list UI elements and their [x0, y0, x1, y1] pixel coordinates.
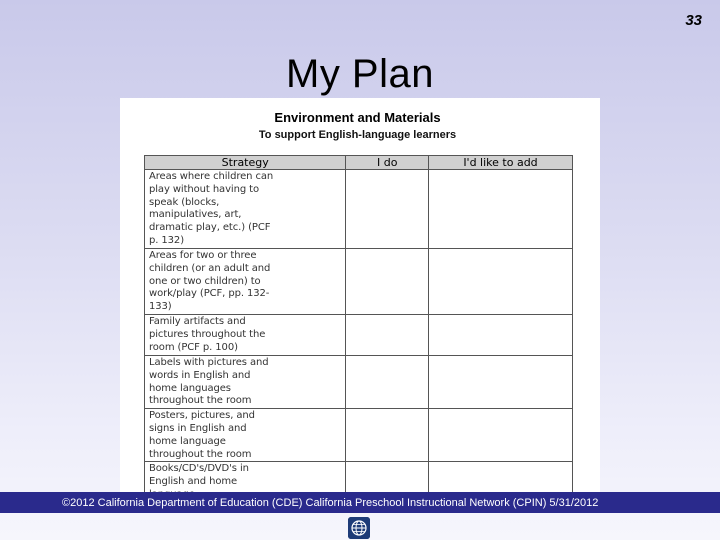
strategy-cell: Labels with pictures and words in English and home languages throughout the room — [145, 355, 346, 408]
strategy-cell: Areas where children can play without having to speak (blocks, manipulatives, art, dramatic play, etc.) (PCF p. 132) — [145, 170, 346, 249]
strategy-cell: Posters, pictures, and signs in English and home language throughout the room — [145, 409, 346, 462]
table-row — [145, 409, 573, 462]
header-id-like-to-add: I'd like to add — [428, 156, 572, 170]
i-do-cell — [346, 249, 429, 315]
strategy-cell: Books/CD's/DVD's in English and home — [145, 462, 346, 502]
strategy-cell: Areas for two or three children (or an adult and one or two children) to work/play (PCF, pp. 132- 133) — [145, 249, 346, 315]
header-i-do: I do — [346, 156, 429, 170]
plan-table — [144, 155, 573, 503]
table-row — [145, 314, 573, 355]
add-cell — [428, 409, 572, 462]
i-do-cell — [346, 355, 429, 408]
slide-number: 33 — [685, 12, 702, 29]
i-do-cell — [346, 314, 429, 355]
table-row — [145, 170, 573, 249]
strategy-cell: Family artifacts and pictures throughout the room (PCF p. 100) — [145, 314, 346, 355]
document-subtitle: To support English-language learners — [258, 129, 457, 141]
document-image — [120, 98, 600, 493]
add-cell — [428, 355, 572, 408]
globe-logo-icon — [348, 517, 370, 539]
table-row — [145, 355, 573, 408]
add-cell — [428, 170, 572, 249]
slide-title: My Plan — [286, 52, 434, 96]
add-cell — [428, 249, 572, 315]
document-title: Environment and Materials — [274, 110, 441, 125]
add-cell — [428, 314, 572, 355]
header-strategy: Strategy — [145, 156, 346, 170]
i-do-cell — [346, 409, 429, 462]
footer-copyright: ©2012 California Department of Education (CDE) California Preschool Instructional Network (CPIN) 5/31/2012 — [62, 497, 599, 509]
i-do-cell — [346, 170, 429, 249]
table-header-row — [145, 156, 573, 170]
table-row — [145, 249, 573, 315]
